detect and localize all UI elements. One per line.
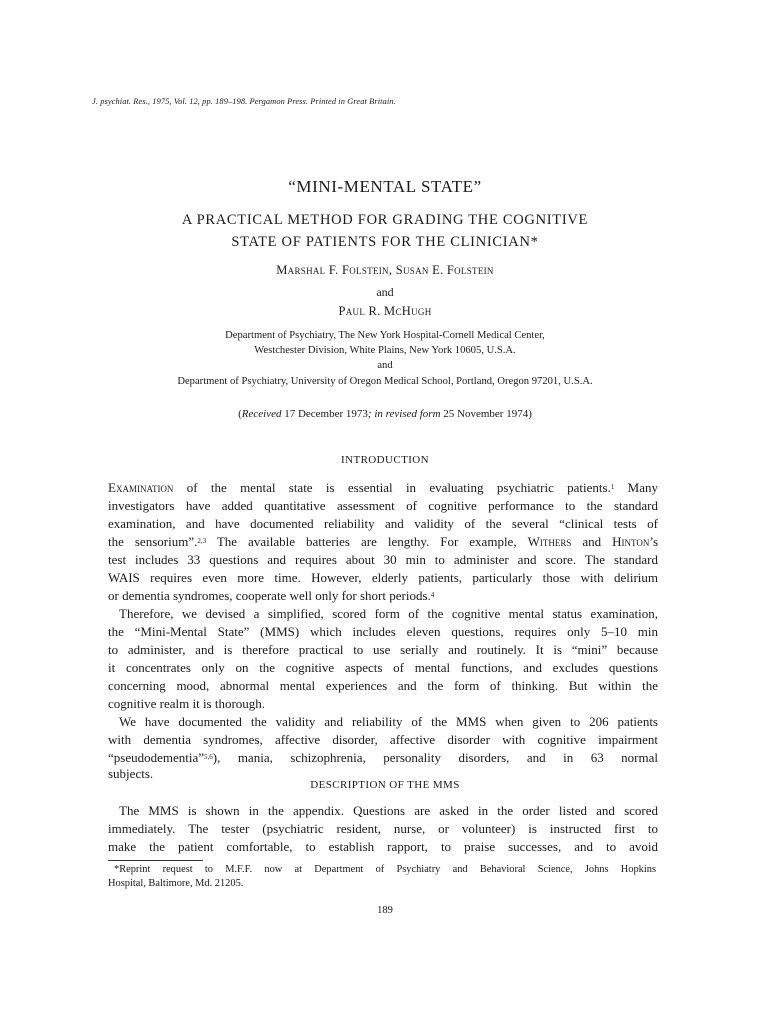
- intro-line: [108, 534, 658, 550]
- intro-line: [108, 588, 658, 604]
- authors-line-2: Paul R. McHugh: [338, 304, 432, 318]
- description-line: immediately. The tester (psychiatric resident, nurse, or volunteer) is instructed first to: [108, 821, 658, 836]
- intro-line: concerning mood, abnormal mental experiences and the form of thinking. But within the: [108, 678, 658, 693]
- authors-and: and: [376, 285, 394, 299]
- intro-line-tail: Many: [614, 480, 658, 495]
- citation-sup: 1: [610, 483, 615, 491]
- citation-sup: 2,3: [197, 537, 207, 545]
- authors-line-1: Marshal F. Folstein, Susan E. Folstein: [276, 263, 494, 277]
- article-subtitle-line-2: STATE OF PATIENTS FOR THE CLINICIAN*: [231, 234, 539, 250]
- footnote-line-1: *Reprint request to M.F.F. now at Department of Psychiatry and Behavioral Science, Johns Hopkins: [114, 864, 656, 875]
- page-number: 189: [377, 905, 393, 916]
- intro-line-text: the sensorium”.: [108, 534, 198, 549]
- intro-line: WAIS requires even more time. However, elderly patients, particularly those with delirium: [108, 570, 658, 585]
- intro-line: subjects.: [108, 766, 154, 781]
- affiliation-line-3: Department of Psychiatry, University of Oregon Medical School, Portland, Oregon 97201, U.S.A.: [177, 376, 593, 387]
- intro-line: Therefore, we devised a simplified, scored form of the cognitive mental status examination,: [119, 606, 658, 621]
- intro-line: it concentrates only on the cognitive aspects of mental functions, and excludes questions: [108, 660, 658, 675]
- intro-line: test includes 33 questions and requires about 30 min to administer and score. The standard: [108, 552, 658, 567]
- intro-line: investigators have added quantitative assessment of cognitive performance to the standard: [108, 498, 658, 513]
- introduction-heading: INTRODUCTION: [341, 454, 429, 466]
- intro-line-text: or dementia syndromes, cooperate well only for short periods.: [108, 588, 431, 603]
- footnote-rule: [108, 860, 203, 861]
- affiliation-line-2: Westchester Division, White Plains, New York 10605, U.S.A.: [254, 345, 516, 356]
- received-date-2: 25 November 1974): [440, 408, 532, 420]
- description-line: The MMS is shown in the appendix. Questions are asked in the order listed and scored: [119, 803, 658, 818]
- intro-line: the “Mini-Mental State” (MMS) which includes eleven questions, requires only 5–10 min: [108, 624, 658, 639]
- intro-line-possessive: ’s: [649, 534, 658, 549]
- description-line: make the patient comfortable, to establish rapport, to praise successes, and to avoid: [108, 839, 658, 854]
- received-open: (: [238, 408, 242, 420]
- intro-line-text: of the mental state is essential in evaluating psychiatric patients.: [173, 480, 611, 495]
- intro-line: with dementia syndromes, affective disorder, affective disorder with cognitive impairment: [108, 732, 658, 747]
- intro-line: examination, and have documented reliability and validity of the several “clinical tests of: [108, 516, 658, 531]
- citation-sup: 4: [430, 591, 435, 599]
- intro-line-and: and: [571, 534, 613, 549]
- intro-line: to administer, and is therefore practical to use serially and routinely. It is “mini” because: [108, 642, 658, 657]
- received-label: Received: [241, 408, 282, 420]
- intro-line-tail: ), mania, schizophrenia, personality disorders, and in 63 normal: [212, 750, 658, 765]
- received-dates: [0, 408, 770, 420]
- revised-label: ; in revised form: [367, 408, 441, 420]
- article-title: “MINI-MENTAL STATE”: [288, 177, 482, 196]
- intro-line: We have documented the validity and reliability of the MMS when given to 206 patients: [119, 714, 658, 729]
- author-name-withers: Withers: [527, 534, 572, 549]
- running-head: [92, 97, 396, 106]
- footnote-line-2: Hospital, Baltimore, Md. 21205.: [108, 878, 244, 889]
- author-name-hinton: Hinton: [612, 534, 650, 549]
- intro-line-tail: The available batteries are lengthy. For example,: [206, 534, 528, 549]
- intro-line: [108, 480, 658, 496]
- citation-sup: 5,6: [204, 753, 213, 761]
- running-head-text: J. psychiat. Res., 1975, Vol. 12, pp. 189–198. Pergamon Press. Printed in Great Britain.: [92, 97, 396, 106]
- affiliation-and: and: [377, 360, 393, 371]
- intro-line-smallcaps: Examination: [108, 480, 174, 495]
- intro-line: cognitive realm it is thorough.: [108, 696, 266, 711]
- affiliation-line-1: Department of Psychiatry, The New York Hospital-Cornell Medical Center,: [225, 330, 545, 341]
- intro-line-text: “pseudodementia”: [108, 750, 205, 765]
- received-date-1: 17 December 1973: [281, 408, 368, 420]
- intro-line: [108, 750, 658, 766]
- description-heading: DESCRIPTION OF THE MMS: [310, 779, 460, 791]
- article-subtitle-line-1: A PRACTICAL METHOD FOR GRADING THE COGNITIVE: [181, 212, 589, 228]
